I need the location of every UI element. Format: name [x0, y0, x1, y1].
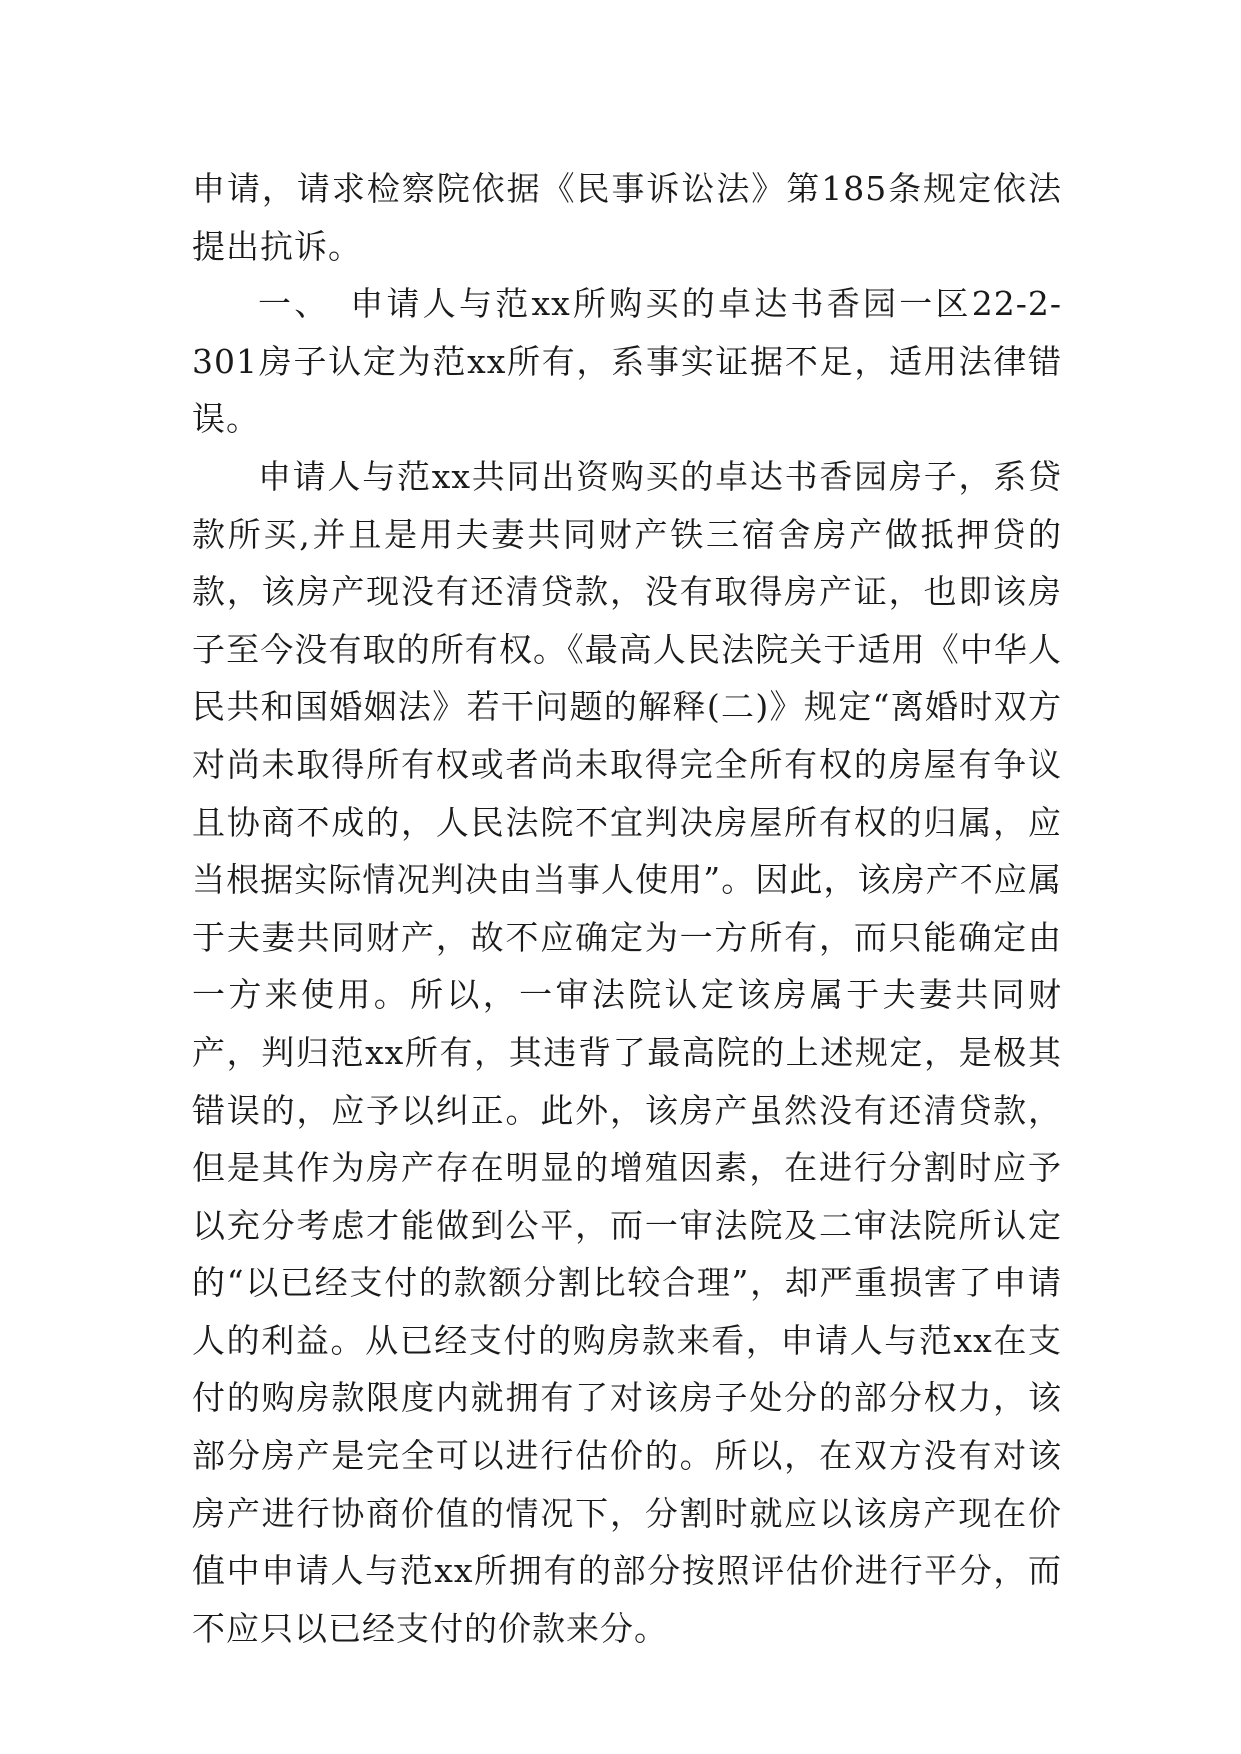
document-body [192, 160, 1062, 1657]
paragraph-continuation: 申请，请求检察院依据《民事诉讼法》第185条规定依法提出抗诉。 [192, 169, 1062, 266]
paragraph-section-one-heading: 一、 申请人与范xx所购买的卓达书香园一区22-2-301房子认定为范xx所有，系事实证据不足，适用法律错误。 [192, 284, 1062, 439]
paragraph-argument: 申请人与范xx共同出资购买的卓达书香园房子，系贷款所买,并且是用夫妻共同财产铁三宿舍房产做抵押贷的款，该房产现没有还清贷款，没有取得房产证，也即该房子至今没有取的所有权。《最高人民法院关于适用《中华人民共和国婚姻法》若干问题的解释(二)》规定“离婚时双方对尚未取得所有权或者尚未取得完全所有权的房屋有争议且协商不成的，人民法院不宜判决房屋所有权的归属，应当根据实际情况判决由当事人使用”。因此，该房产不应属于夫妻共同财产，故不应确定为一方所有，而只能确定由一方来使用。所以，一审法院认定该房属于夫妻共同财产，判归范xx所有，其违背了最高院的上述规定，是极其错误的，应予以纠正。此外，该房产虽然没有还清贷款，但是其作为房产存在明显的增殖因素，在进行分割时应予以充分考虑才能做到公平，而一审法院及二审法院所认定的“以已经支付的款额分割比较合理”，却严重损害了申请人的利益。从已经支付的购房款来看，申请人与范xx在支付的购房款限度内就拥有了对该房子处分的部分权力，该部分房产是完全可以进行估价的。所以，在双方没有对该房产进行协商价值的情况下，分割时就应以该房产现在价值中申请人与范xx所拥有的部分按照评估价进行平分，而不应只以已经支付的价款来分。 [192, 456, 1062, 1648]
